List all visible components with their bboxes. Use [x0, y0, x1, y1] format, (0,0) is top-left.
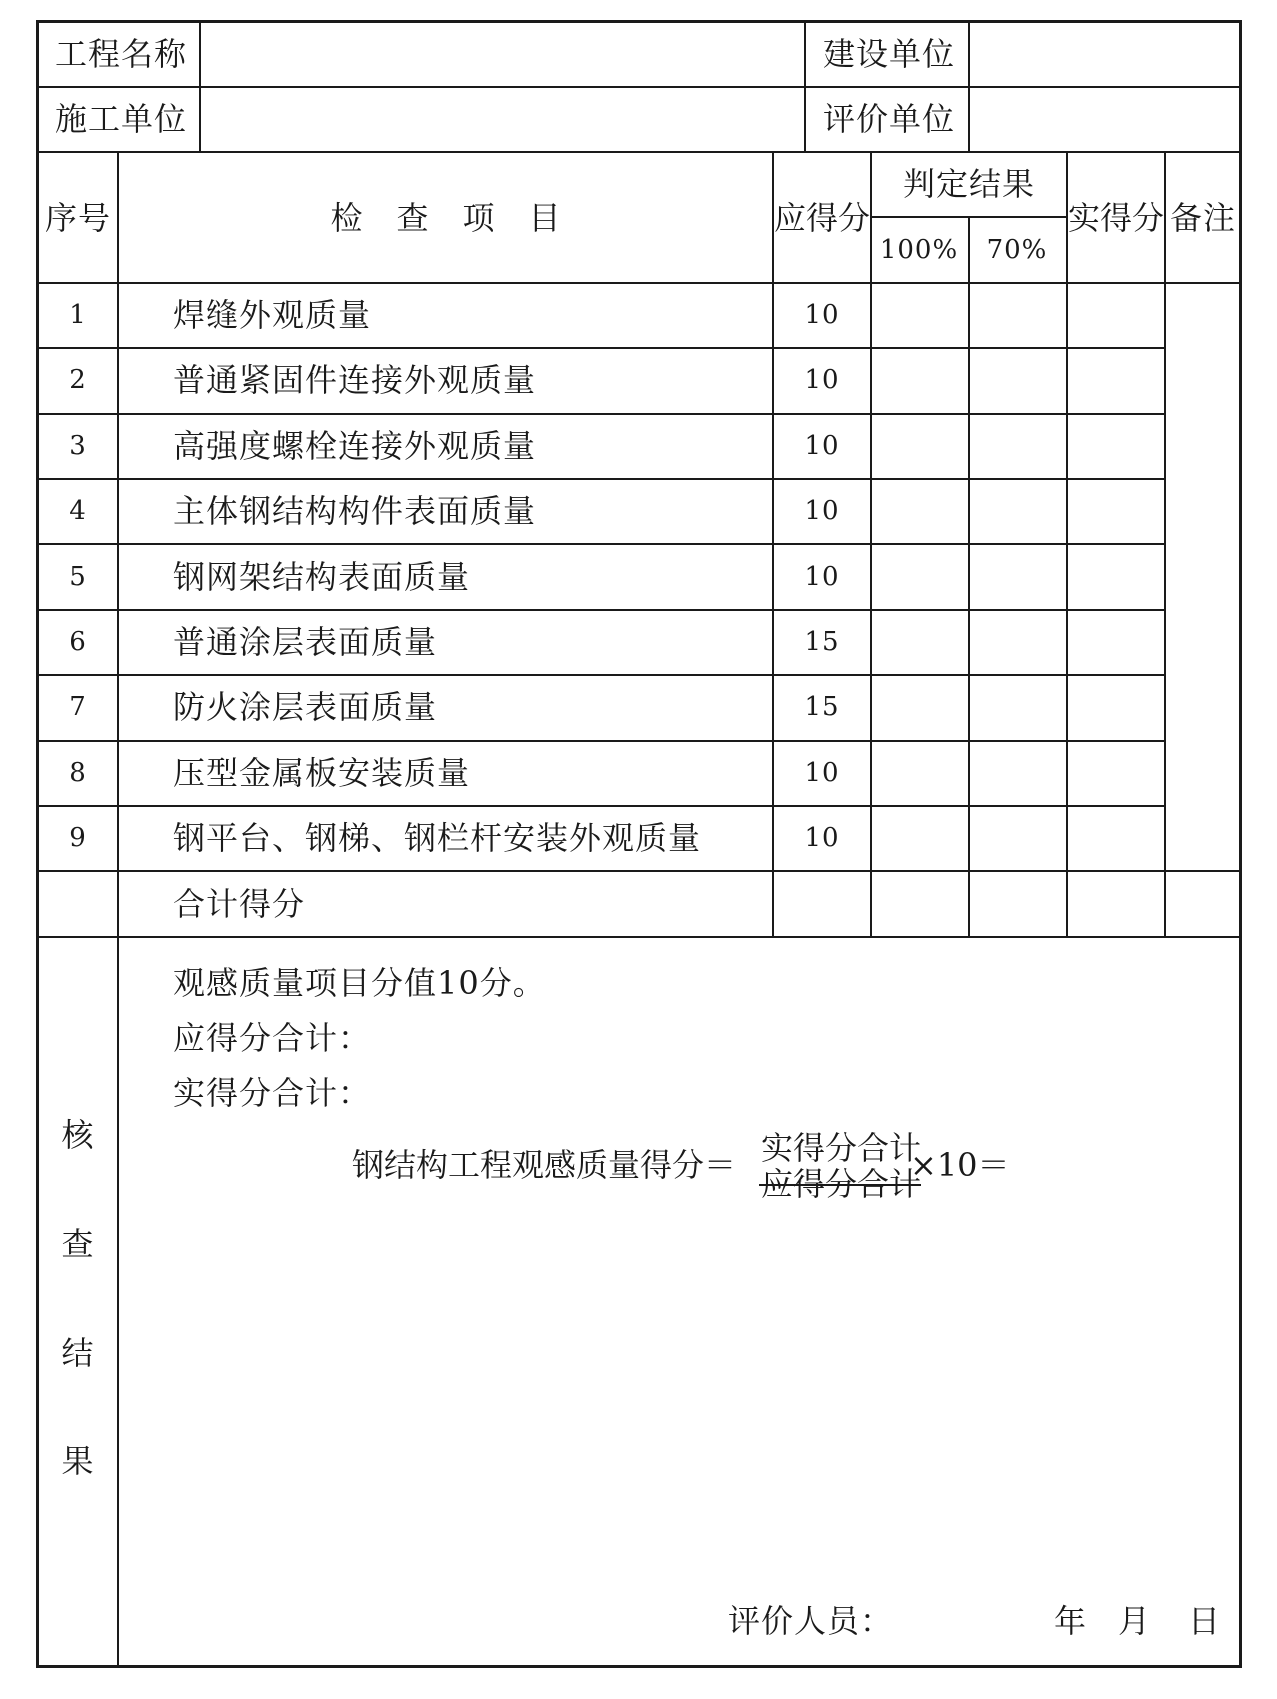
row-item: 压型金属板安装质量: [173, 754, 471, 792]
row-seq: 1: [69, 300, 87, 330]
rule-total: [36, 936, 1242, 938]
builder-label: 施工单位: [55, 100, 188, 138]
result-side-char-3: 结: [61, 1334, 95, 1372]
rule-row-7: [36, 740, 1164, 742]
evaluator-label: 评价人员：: [728, 1602, 894, 1640]
row-expected: 10: [804, 562, 840, 592]
result-side-char-4: 果: [61, 1442, 95, 1480]
rule-v-header-a: [199, 20, 201, 152]
row-item: 钢平台、钢梯、钢栏杆安装外观质量: [173, 819, 702, 857]
row-expected: 10: [804, 823, 840, 853]
rule-row-4: [36, 543, 1164, 545]
date-month: 月: [1118, 1602, 1152, 1640]
row-seq: 4: [69, 496, 87, 526]
rule-row-2: [36, 413, 1164, 415]
row-item: 普通涂层表面质量: [173, 623, 438, 661]
row-seq: 3: [69, 431, 87, 461]
row-seq: 6: [69, 627, 87, 657]
row-seq: 2: [69, 365, 87, 395]
col-70: 70%: [986, 235, 1048, 265]
row-expected: 10: [804, 431, 840, 461]
rule-row-9: [36, 870, 1242, 872]
result-side-char-2: 查: [61, 1225, 95, 1263]
col-100: 100%: [879, 235, 959, 265]
rule-row-5: [36, 609, 1164, 611]
result-line-3: 实得分合计：: [173, 1074, 372, 1112]
col-expected: 应得分: [773, 199, 870, 237]
formula-rhs: ×10＝: [910, 1146, 1010, 1184]
date-day: 日: [1188, 1602, 1222, 1640]
row-item: 防火涂层表面质量: [173, 688, 438, 726]
row-seq: 9: [69, 823, 87, 853]
rule-h2: [36, 151, 1242, 153]
formula-denominator: 应得分合计: [760, 1165, 921, 1203]
row-expected: 10: [804, 300, 840, 330]
col-item: 检 查 项 目: [330, 199, 562, 237]
row-expected: 15: [804, 692, 840, 722]
result-line-1: 观感质量项目分值10分。: [173, 964, 546, 1002]
row-seq: 5: [69, 562, 87, 592]
row-item: 钢网架结构表面质量: [173, 558, 471, 596]
col-judgement: 判定结果: [902, 165, 1035, 203]
total-label: 合计得分: [173, 885, 306, 923]
rule-row-3: [36, 478, 1164, 480]
rule-h3: [36, 282, 1242, 284]
rule-v-header-b: [804, 20, 806, 152]
date-year: 年: [1054, 1602, 1088, 1640]
evaluator-unit-label: 评价单位: [823, 100, 956, 138]
formula-numerator: 实得分合计: [760, 1129, 921, 1167]
row-expected: 10: [804, 496, 840, 526]
rule-row-6: [36, 674, 1164, 676]
row-expected: 10: [804, 758, 840, 788]
col-actual: 实得分: [1067, 199, 1164, 237]
rule-v-100: [968, 216, 970, 937]
row-item: 主体钢结构构件表面质量: [173, 492, 537, 530]
frame-right: [1239, 20, 1242, 1668]
formula-lhs: 钢结构工程观感质量得分＝: [352, 1146, 737, 1184]
frame-top: [36, 20, 1242, 23]
col-seq: 序号: [44, 199, 111, 237]
row-expected: 15: [804, 627, 840, 657]
row-seq: 7: [69, 692, 87, 722]
row-seq: 8: [69, 758, 87, 788]
result-side-char-1: 核: [61, 1116, 95, 1154]
rule-v-actual: [1164, 151, 1166, 937]
construction-unit-label: 建设单位: [823, 35, 956, 73]
rule-h1: [36, 86, 1242, 88]
rule-v-70: [1066, 151, 1068, 937]
row-expected: 10: [804, 365, 840, 395]
row-item: 普通紧固件连接外观质量: [173, 361, 537, 399]
rule-row-8: [36, 805, 1164, 807]
row-item: 焊缝外观质量: [173, 296, 372, 334]
project-name-label: 工程名称: [55, 35, 188, 73]
rule-v-header-c: [968, 20, 970, 152]
frame-bottom: [36, 1665, 1242, 1668]
row-item: 高强度螺栓连接外观质量: [173, 427, 537, 465]
rule-row-1: [36, 347, 1164, 349]
result-line-2: 应得分合计：: [173, 1019, 372, 1057]
col-remark: 备注: [1169, 199, 1236, 237]
